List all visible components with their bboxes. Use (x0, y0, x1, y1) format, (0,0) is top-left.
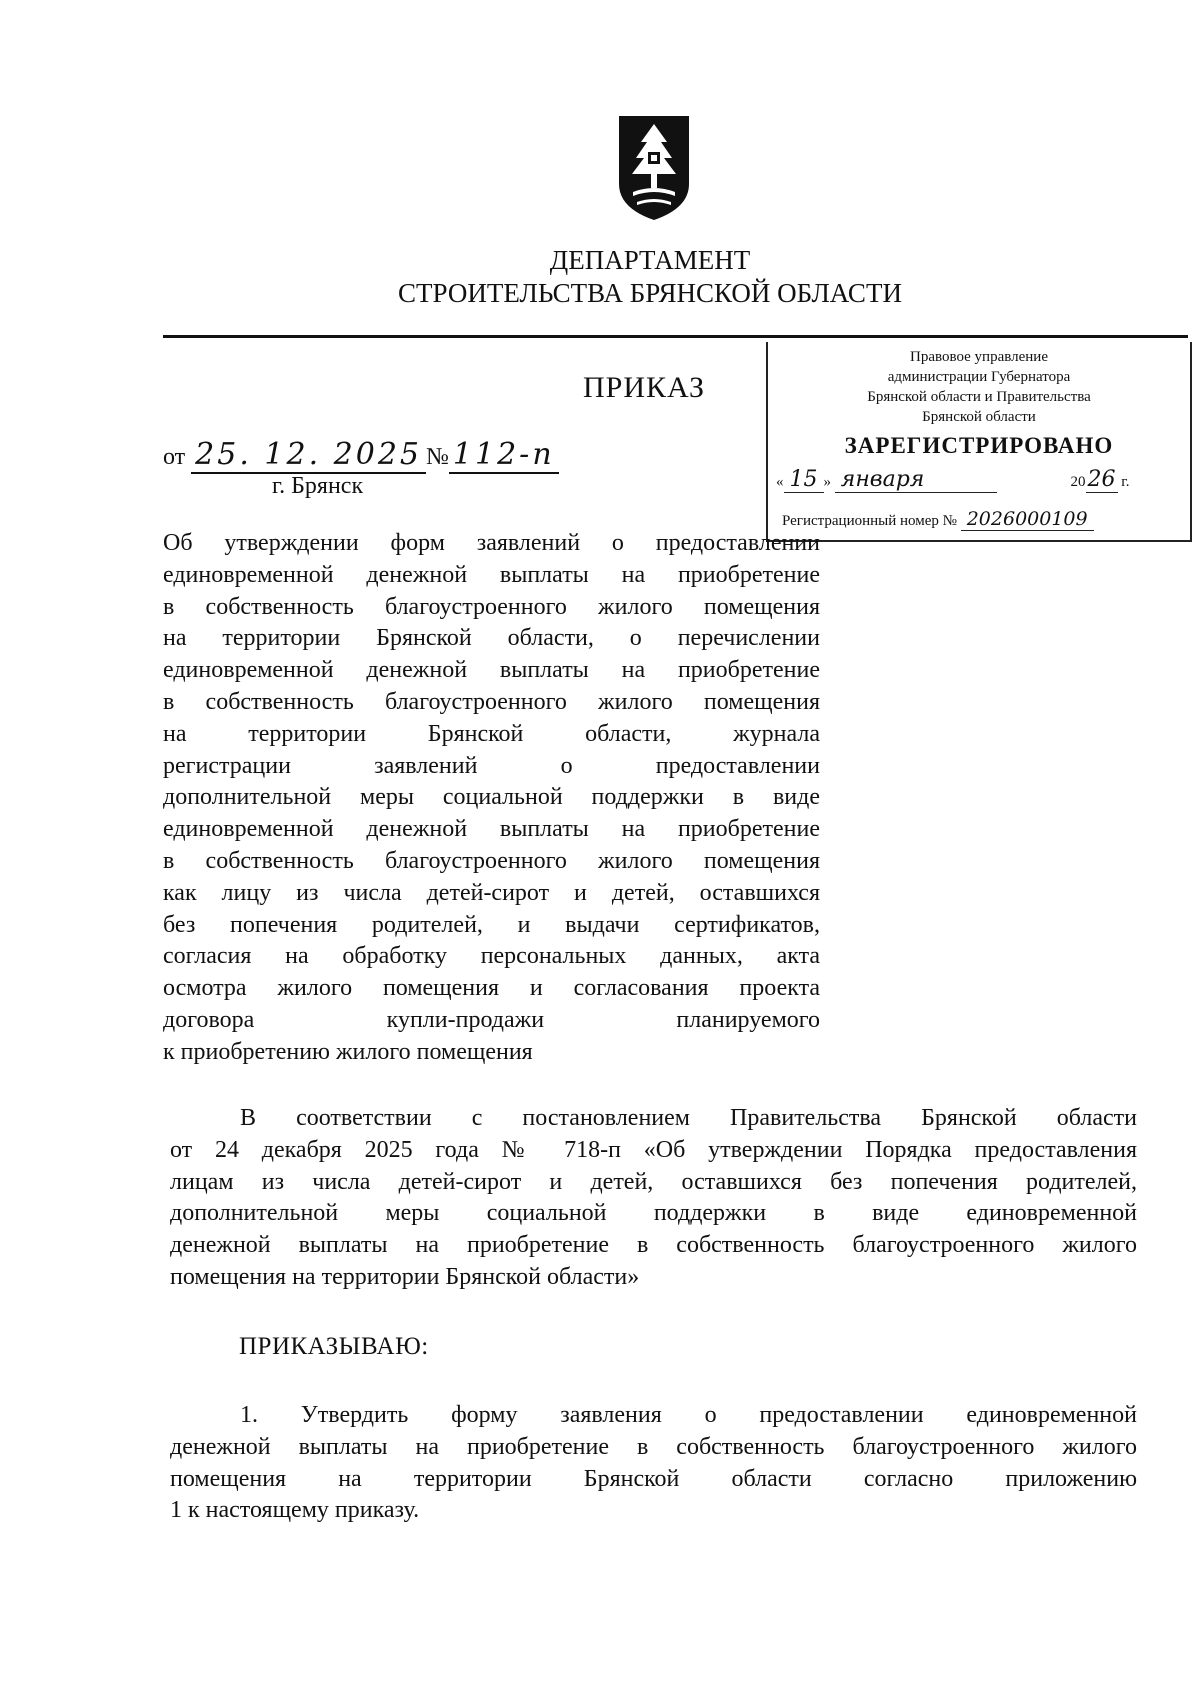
subject-line: единовременной денежной выплаты на приобретение (163, 561, 820, 588)
department-name-line2: СТРОИТЕЛЬСТВА БРЯНСКОЙ ОБЛАСТИ (398, 278, 902, 308)
item-1-line: денежной выплаты на приобретение в собственность благоустроенного жилого (170, 1433, 1137, 1460)
registration-stamp (766, 342, 1192, 542)
stamp-date: « 15 » января 2026 г. (776, 467, 1130, 492)
preamble-line: дополнительной меры социальной поддержки в виде единовременной (170, 1200, 1137, 1227)
stamp-reg-number (782, 508, 1094, 531)
department-name-line1: ДЕПАРТАМЕНТ (549, 245, 751, 275)
date-prefix: от (163, 444, 186, 470)
order-subject (163, 528, 820, 1069)
stamp-reg-number-label: Регистрационный номер № (782, 513, 957, 529)
item-1-line: помещения на территории Брянской области согласно приложению (170, 1465, 1137, 1492)
preamble-line: от 24 декабря 2025 года № 718-п «Об утверждении Порядка предоставления (170, 1136, 1137, 1163)
stamp-year: 26 (1087, 467, 1116, 492)
order-title: ПРИКАЗ (583, 371, 705, 404)
preamble-line: В соответствии с постановлением Правительства Брянской области (240, 1105, 1137, 1131)
subject-line: на территории Брянской области, о перечислении (163, 625, 820, 652)
subject-line: договора купли-продажи планируемого (163, 1006, 820, 1033)
order-date: 25. 12. 2025 (191, 438, 426, 474)
preamble-paragraph (170, 1103, 1137, 1294)
stamp-line3: Брянской области и Правительства (867, 389, 1091, 405)
subject-line: в собственность благоустроенного жилого помещения (163, 593, 820, 620)
item-1-line: 1 к настоящему приказу. (170, 1497, 420, 1524)
preamble-line: денежной выплаты на приобретение в собственность благоустроенного жилого (170, 1232, 1137, 1259)
number-sign: № (426, 444, 449, 470)
subject-line: на территории Брянской области, журнала (163, 720, 820, 747)
subject-line: дополнительной меры социальной поддержки в виде (163, 784, 820, 811)
preamble-line: помещения на территории Брянской области» (170, 1263, 640, 1290)
subject-line: согласия на обработку персональных данных, акта (163, 943, 820, 970)
stamp-line1: Правовое управление (910, 349, 1048, 365)
subject-line: как лицу из числа детей-сирот и детей, оставшихся (163, 879, 820, 906)
stamp-line2: администрации Губернатора (887, 369, 1071, 385)
item-1-paragraph (170, 1400, 1137, 1527)
stamp-month: января (835, 467, 997, 493)
stamp-registered: ЗАРЕГИСТРИРОВАНО (844, 433, 1114, 458)
coat-of-arms-icon (615, 112, 693, 224)
subject-line: единовременной денежной выплаты на приобретение (163, 816, 820, 843)
preamble-line: лицам из числа детей-сирот и детей, оставшихся без попечения родителей, (170, 1168, 1137, 1195)
stamp-year-suffix: г. (1121, 474, 1130, 490)
order-city: г. Брянск (272, 473, 364, 499)
order-number: 112-п (449, 438, 559, 474)
stamp-line4: Брянской области (922, 409, 1036, 425)
header-divider (163, 335, 1188, 338)
subject-line: к приобретению жилого помещения (163, 1038, 533, 1065)
subject-line: единовременной денежной выплаты на приобретение (163, 657, 820, 684)
subject-line: осмотра жилого помещения и согласования проекта (163, 975, 820, 1002)
stamp-reg-number-value: 2026000109 (961, 508, 1094, 531)
decree-word: ПРИКАЗЫВАЮ: (239, 1333, 429, 1360)
order-date-number (163, 438, 559, 474)
subject-line: без попечения родителей, и выдачи сертификатов, (163, 911, 820, 938)
item-1-line: 1. Утвердить форму заявления о предоставлении единовременной (240, 1402, 1137, 1428)
stamp-day: 15 (784, 467, 824, 493)
subject-line: Об утверждении форм заявлений о предоставлении (163, 530, 820, 556)
subject-line: регистрации заявлений о предоставлении (163, 752, 820, 779)
subject-line: в собственность благоустроенного жилого помещения (163, 688, 820, 715)
subject-line: в собственность благоустроенного жилого помещения (163, 847, 820, 874)
stamp-year-prefix: 20 (1070, 474, 1086, 490)
